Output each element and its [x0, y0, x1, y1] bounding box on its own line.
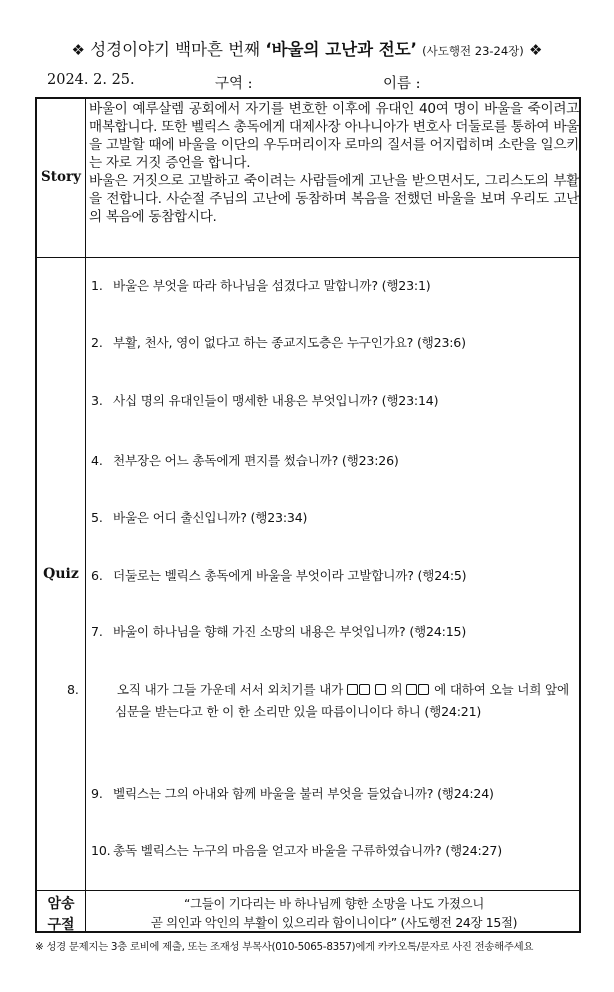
row-divider-story-quiz: [37, 257, 579, 258]
diamond-right-icon: ❖: [529, 41, 543, 59]
column-divider: [85, 99, 86, 931]
story-label: Story: [41, 169, 81, 185]
info-row: [47, 72, 587, 94]
memory-verse-line: 곧 의인과 악인의 부활이 있으리라 함이니이다” (사도행전 24장 15절): [150, 915, 518, 930]
date-text: 2024. 2. 25.: [47, 72, 135, 88]
quiz-item-4: 4. 천부장은 어느 총독에게 편지를 썼습니까? (행23:26): [91, 453, 399, 468]
story-text: [89, 100, 579, 226]
answer-blank-box[interactable]: [406, 684, 417, 695]
name-label[interactable]: 이름 :: [383, 76, 421, 92]
page-title: [0, 36, 614, 60]
quiz-item-3: 3. 사십 명의 유대인들이 맹세한 내용은 부엇입니까? (행23:14): [91, 393, 439, 408]
quiz-label: Quiz: [43, 566, 79, 582]
memorize-label: 암송 구절: [47, 896, 75, 933]
title-prefix: 성경이야기 백마흔 번째: [90, 40, 261, 59]
quiz-item-5: 5. 바울은 어디 출신입니까? (행23:34): [91, 510, 308, 525]
area-label[interactable]: 구역 :: [215, 76, 253, 92]
quiz-item-7: 7. 바울이 하나님을 향해 가진 소망의 내용은 부엇입니까? (행24:15): [91, 624, 467, 639]
memory-verse-line: “그들이 기다리는 바 하나님께 향한 소망을 나도 가졌으니: [184, 896, 484, 911]
answer-blank-box[interactable]: [375, 684, 386, 695]
quiz-item-10: 10. 총독 벨릭스는 누구의 마음을 얻고자 바울을 구류하였습니까? (행24:27): [91, 843, 502, 858]
quiz-item-9: 9. 벨릭스는 그의 아내와 함께 바울을 불러 부엇을 들었습니까? (행24:24): [91, 786, 494, 801]
answer-blank-box[interactable]: [418, 684, 429, 695]
quiz-item-6: 6. 더둘로는 벨릭스 총독에게 바울을 부엇이라 고발합니까? (행24:5): [91, 568, 467, 583]
worksheet-table: [35, 97, 581, 933]
story-paragraph: 바울은 거짓으로 고발하고 죽이려는 사람들에게 고난을 받으면서도, 그리스도의 부활을 전합니다. 사순절 주님의 고난에 동참하며 복음을 전했던 바울을 보며 우리도 고난의 복음에 동참합시다.: [89, 173, 579, 225]
answer-blank-box[interactable]: [347, 684, 358, 695]
footnote: ※ 성경 문제지는 3층 로비에 제출, 또는 조재성 부목사(010-5065-8357)에게 카카오톡/문자로 사진 전송해주세요: [35, 941, 534, 953]
diamond-left-icon: ❖: [71, 41, 85, 59]
answer-blank-box[interactable]: [359, 684, 370, 695]
quiz-item-8: 8. 오직 내가 그들 가운데 서서 외치기를 내가 의 에 대하여 오늘 너희 앞에 심문을 받는다고 한 이 한 소리만 있을 따름이니이다 하니 (행24:21): [67, 682, 569, 719]
quiz-item-2: 2. 부활, 천사, 영이 없다고 하는 종교지도층은 누구인가요? (행23:6): [91, 335, 466, 350]
title-reference: (사도행전 23-24장): [422, 44, 524, 58]
quiz-item-1: 1. 바울은 부엇을 따라 하나님을 섬겼다고 말합니까? (행23:1): [91, 278, 431, 293]
story-paragraph: 바울이 예루살렘 공회에서 자기를 변호한 이후에 유대인 40여 명이 바울을 죽이려고 매복합니다. 또한 벨릭스 총독에게 대제사장 아나니아가 변호사 더둘로를 통하여 바울을 고발할 때에 바울을 이단의 우두머리이자 로마의 질서를 어지럽히며 소란을 일으키는 자로 거짓 증언을 합니다.: [89, 101, 579, 171]
row-divider-quiz-memo: [37, 890, 579, 891]
title-main: ‘바울의 고난과 전도’: [265, 40, 417, 59]
memory-verse: [89, 894, 579, 932]
